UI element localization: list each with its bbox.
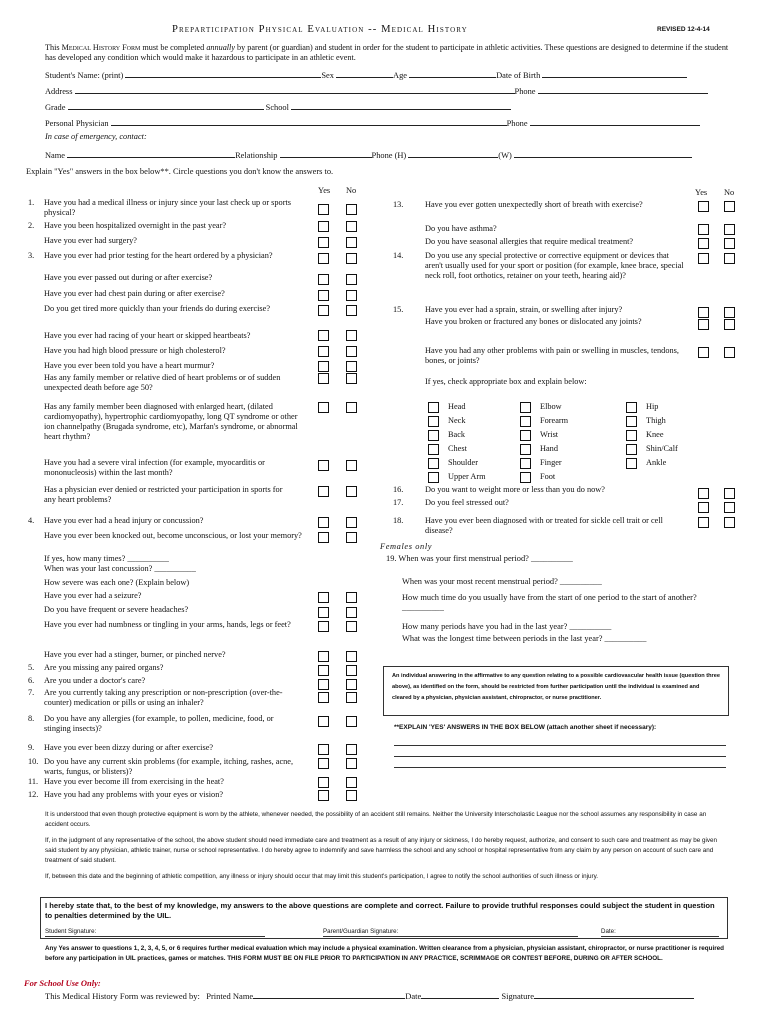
body-part-label: Neck xyxy=(448,416,466,425)
no-checkbox[interactable] xyxy=(724,502,735,513)
attest-date-line[interactable] xyxy=(601,936,719,937)
female-q-count: How many periods have you had in the last year? __________ xyxy=(402,622,612,631)
no-checkbox[interactable] xyxy=(346,204,357,215)
question-text: Do you use any special protective or corrective equipment or devices that aren't usually used for your sport or position (for example, knee brace, special neck roll, foot orthotics, retainer on your teeth, hearing aid)? xyxy=(425,251,684,281)
question-text: Have you had a severe viral infection (for example, myocarditis or mononucleosis) within the last month? xyxy=(44,458,265,478)
body-part-checkbox[interactable] xyxy=(626,458,637,469)
no-checkbox[interactable] xyxy=(346,758,357,769)
intro-annually: annually xyxy=(206,43,235,52)
body-part-label: Thigh xyxy=(646,416,666,425)
body-part-checkbox[interactable] xyxy=(626,416,637,427)
name-label: Name xyxy=(45,151,65,160)
question-number: 10. xyxy=(28,757,39,766)
question-text: Have you ever gotten unexpectedly short of breath with exercise? xyxy=(425,200,643,209)
question-number: 12. xyxy=(28,790,39,799)
review-signature-label: Signature xyxy=(501,991,534,1001)
body-part-checkbox[interactable] xyxy=(520,430,531,441)
no-checkbox[interactable] xyxy=(724,488,735,499)
yes-checkbox[interactable] xyxy=(318,532,329,543)
question-text: Are you under a doctor's care? xyxy=(44,676,146,685)
emergency-label: In case of emergency, contact: xyxy=(45,132,147,141)
review-date-field[interactable] xyxy=(421,990,499,999)
body-part-checkbox[interactable] xyxy=(626,444,637,455)
question-text: Have you ever been told you have a heart murmur? xyxy=(44,361,215,370)
no-checkbox[interactable] xyxy=(724,517,735,528)
question-text: Have you had any other problems with pain or swelling in muscles, tendons, bones, or joints? xyxy=(425,346,679,366)
body-part-label: Forearm xyxy=(540,416,569,425)
question-number: 1. xyxy=(28,198,35,207)
no-checkbox[interactable] xyxy=(346,290,357,301)
dob-field[interactable] xyxy=(542,69,687,78)
phone-h-field[interactable] xyxy=(408,149,498,158)
grade-label: Grade xyxy=(45,103,66,112)
yes-checkbox[interactable] xyxy=(318,253,329,264)
question-number: 4. xyxy=(28,516,35,525)
no-checkbox[interactable] xyxy=(346,253,357,264)
question-text: Have you had high blood pressure or high cholesterol? xyxy=(44,346,226,355)
question-text: Has a physician ever denied or restricted your participation in sports for any heart problems? xyxy=(44,485,283,505)
question-text: Are you missing any paired organs? xyxy=(44,663,164,672)
yes-checkbox[interactable] xyxy=(318,651,329,662)
question-text: If yes, check appropriate box and explain below: xyxy=(425,377,587,386)
clearance-requirement: Any Yes answer to questions 1, 2, 3, 4, 5, or 6 requires further medical evaluation which may include a physical examination. Written clearance from a physician, physician assistant, chiropractor, or nurse practitioner is required before any participation in UIL practices, games or matches. THIS FORM MUST BE ON FILE PRIOR TO PARTICIPATION IN ANY PRACTICE, SCRIMMAGE OR CONTEST BEFORE, DURING OR AFTER SCHOOL. xyxy=(45,945,725,963)
name-field[interactable] xyxy=(67,149,235,158)
question-number: 13. xyxy=(393,200,404,209)
body-part-label: Upper Arm xyxy=(448,472,486,481)
yes-checkbox[interactable] xyxy=(318,716,329,727)
intro-pre: This xyxy=(45,43,62,52)
question-text: Have you ever passed out during or after exercise? xyxy=(44,273,213,282)
no-checkbox[interactable] xyxy=(346,305,357,316)
question-text: Have you ever had a head injury or concussion? xyxy=(44,516,204,525)
review-signature-field[interactable] xyxy=(534,990,694,999)
body-part-label: Hand xyxy=(540,444,558,453)
question-number: 7. xyxy=(28,688,35,697)
age-label: Age xyxy=(393,71,407,80)
yes-checkbox[interactable] xyxy=(318,221,329,232)
yes-checkbox[interactable] xyxy=(318,305,329,316)
yes-checkbox[interactable] xyxy=(698,224,709,235)
notify-paragraph: If, between this date and the beginning of athletic competition, any illness or injury should occur that may limit this student's participation, I agree to notify the school authorities of such illness or injury. xyxy=(45,873,599,880)
yes-checkbox[interactable] xyxy=(318,237,329,248)
no-checkbox[interactable] xyxy=(346,402,357,413)
intro-post: by parent (or guardian) and student in order for the student to participate in athletic activities. These questions are designed to determine if the student has developed any condition which would make it hazardous to participate in an athletic event. xyxy=(45,43,729,62)
consent-paragraph: If, in the judgment of any representative of the school, the above student should need immediate care and treatment as a result of any injury or sickness, I do hereby request, authorize, and consent to such care and treatment as may be given said student by any physician, athletic trainer, nurse or school representative. I do hereby agree to indemnify and save harmless the school and any school or hospital representative from any claim by any person on account of such care and treatment of said student. xyxy=(45,837,718,864)
question-text: Have you ever had a sprain, strain, or swelling after injury? xyxy=(425,305,623,314)
revised-date: REVISED 12-4-14 xyxy=(657,26,710,33)
question-text: Have you ever been diagnosed with or treated for sickle cell trait or cell disease? xyxy=(425,516,663,536)
body-part-checkbox[interactable] xyxy=(520,472,531,483)
address-label: Address xyxy=(45,87,73,96)
no-checkbox[interactable] xyxy=(346,679,357,690)
question-number: 16. xyxy=(393,485,404,494)
yes-checkbox[interactable] xyxy=(318,777,329,788)
body-part-label: Back xyxy=(448,430,466,439)
phone-field[interactable] xyxy=(538,85,708,94)
body-part-label: Shin/Calf xyxy=(646,444,678,453)
fields-row-2 xyxy=(45,85,725,97)
student-signature-line[interactable] xyxy=(45,936,265,937)
body-part-checkbox[interactable] xyxy=(520,458,531,469)
phone2-field[interactable] xyxy=(530,117,700,126)
question-text: Have you ever been dizzy during or after exercise? xyxy=(44,743,214,752)
left-no-header: No xyxy=(346,186,357,195)
cardio-notice-box: An individual answering in the affirmative to any question relating to a possible cardiovascular health issue (question three above), as identified on the form, should be restricted from further participation until the individual is examined and cleared by a physician, physician assistant, chiropractor, or nurse practitioner. xyxy=(383,666,729,716)
question-text: Have you had any problems with your eyes or vision? xyxy=(44,790,224,799)
yes-checkbox[interactable] xyxy=(698,319,709,330)
physician-field[interactable] xyxy=(111,117,507,126)
question-text: When was your last concussion? __________ xyxy=(44,564,196,573)
body-part-checkbox[interactable] xyxy=(626,402,637,413)
school-field[interactable] xyxy=(291,101,511,110)
intro-text xyxy=(45,43,730,63)
no-checkbox[interactable] xyxy=(346,651,357,662)
question-number: 15. xyxy=(393,305,404,314)
no-checkbox[interactable] xyxy=(346,237,357,248)
question-number: 8. xyxy=(28,714,35,723)
no-checkbox[interactable] xyxy=(346,692,357,703)
question-text: Have you ever had surgery? xyxy=(44,236,137,245)
intro-form-name: Medical History Form xyxy=(61,43,141,52)
body-part-label: Chest xyxy=(448,444,467,453)
body-part-label: Foot xyxy=(540,472,556,481)
phone2-label: Phone xyxy=(506,119,528,128)
explain-line-1[interactable] xyxy=(394,745,726,746)
question-text: Do you have any allergies (for example, to pollen, medicine, food, or stinging insects)? xyxy=(44,714,274,734)
no-checkbox[interactable] xyxy=(346,790,357,801)
body-part-checkbox[interactable] xyxy=(428,472,439,483)
attest-date-label: Date: xyxy=(601,928,616,935)
question-text: Do you feel stressed out? xyxy=(425,498,509,507)
yes-checkbox[interactable] xyxy=(318,290,329,301)
body-part-checkbox[interactable] xyxy=(428,444,439,455)
yes-checkbox[interactable] xyxy=(318,330,329,341)
sex-field[interactable] xyxy=(336,69,393,78)
yes-checkbox[interactable] xyxy=(318,373,329,384)
yes-checkbox[interactable] xyxy=(698,502,709,513)
question-number: 18. xyxy=(393,516,404,525)
parent-signature-line[interactable] xyxy=(323,936,578,937)
question-text: Have you ever become ill from exercising in the heat? xyxy=(44,777,224,786)
yes-checkbox[interactable] xyxy=(698,517,709,528)
question-text: Have you ever had racing of your heart or skipped heartbeats? xyxy=(44,331,251,340)
body-part-checkbox[interactable] xyxy=(520,444,531,455)
yes-checkbox[interactable] xyxy=(318,460,329,471)
yes-checkbox[interactable] xyxy=(698,238,709,249)
student-signature-label: Student Signature: xyxy=(45,928,97,935)
yes-checkbox[interactable] xyxy=(318,346,329,357)
body-part-checkbox[interactable] xyxy=(428,402,439,413)
question-text: Have you broken or fractured any bones or dislocated any joints? xyxy=(425,317,642,326)
no-checkbox[interactable] xyxy=(346,361,357,372)
yes-checkbox[interactable] xyxy=(318,744,329,755)
no-checkbox[interactable] xyxy=(346,777,357,788)
no-checkbox[interactable] xyxy=(346,744,357,755)
body-part-checkbox[interactable] xyxy=(626,430,637,441)
parent-signature-label: Parent/Guardian Signature: xyxy=(323,928,399,935)
body-part-label: Wrist xyxy=(540,430,559,439)
attestation-box xyxy=(40,897,728,939)
physician-label: Personal Physician xyxy=(45,119,109,128)
sex-label: Sex xyxy=(321,71,334,80)
no-checkbox[interactable] xyxy=(346,460,357,471)
reviewed-row xyxy=(45,990,694,1001)
female-q-longest: What was the longest time between periods in the last year? __________ xyxy=(402,634,647,643)
yes-checkbox[interactable] xyxy=(318,204,329,215)
question-number: 11. xyxy=(28,777,39,786)
no-checkbox[interactable] xyxy=(724,224,735,235)
dob-label: Date of Birth xyxy=(496,71,541,80)
body-part-checkbox[interactable] xyxy=(428,430,439,441)
question-text: Have you ever had a seizure? xyxy=(44,591,142,600)
yes-checkbox[interactable] xyxy=(318,758,329,769)
reviewed-by-label: This Medical History Form was reviewed by: xyxy=(45,991,200,1001)
no-checkbox[interactable] xyxy=(346,373,357,384)
question-text: Do you have seasonal allergies that require medical treatment? xyxy=(425,237,634,246)
yes-checkbox[interactable] xyxy=(318,790,329,801)
body-part-label: Ankle xyxy=(646,458,667,467)
yes-checkbox[interactable] xyxy=(318,486,329,497)
question-number: 5. xyxy=(28,663,35,672)
yes-checkbox[interactable] xyxy=(698,347,709,358)
school-label: School xyxy=(265,103,289,112)
explain-line-3[interactable] xyxy=(394,767,726,768)
question-number: 17. xyxy=(393,498,404,507)
body-part-checkbox[interactable] xyxy=(520,416,531,427)
yes-checkbox[interactable] xyxy=(318,402,329,413)
fields-row-5 xyxy=(45,149,725,161)
question-number: 14. xyxy=(393,251,404,260)
yes-checkbox[interactable] xyxy=(318,361,329,372)
school-use-label: For School Use Only: xyxy=(24,978,101,988)
no-checkbox[interactable] xyxy=(346,592,357,603)
question-text: If yes, how many times? __________ xyxy=(44,554,169,563)
no-checkbox[interactable] xyxy=(346,346,357,357)
question-text: Do you have any current skin problems (for example, itching, rashes, acne, warts, fungus, or blisters)? xyxy=(44,757,294,777)
body-part-checkbox[interactable] xyxy=(428,416,439,427)
no-checkbox[interactable] xyxy=(724,347,735,358)
question-text: Has any family member or relative died of heart problems or of sudden unexpected death before age 50? xyxy=(44,373,281,393)
no-checkbox[interactable] xyxy=(346,517,357,528)
question-text: How severe was each one? (Explain below) xyxy=(44,578,190,587)
fields-row-4 xyxy=(45,117,725,129)
question-text: Have you had a medical illness or injury since your last check up or sports physical? xyxy=(44,198,291,218)
question-text: Do you have frequent or severe headaches? xyxy=(44,605,189,614)
body-part-checkbox[interactable] xyxy=(520,402,531,413)
question-text: Have you ever had prior testing for the heart ordered by a physician? xyxy=(44,251,273,260)
no-checkbox[interactable] xyxy=(346,665,357,676)
relationship-field[interactable] xyxy=(280,149,372,158)
yes-checkbox[interactable] xyxy=(318,679,329,690)
question-text: Have you ever had a stinger, burner, or pinched nerve? xyxy=(44,650,226,659)
review-date-label: Date xyxy=(405,991,422,1001)
question-text: Has any family member been diagnosed with enlarged heart, (dilated cardiomyopathy), hypertrophic cardiomyopathy, long QT syndrome or other ion channelpathy (Brugada syndrome, etc), Marfan's syndrome, or abnormal heart rhythm? xyxy=(44,402,298,442)
question-text: Have you ever had chest pain during or after exercise? xyxy=(44,289,225,298)
no-checkbox[interactable] xyxy=(724,201,735,212)
no-checkbox[interactable] xyxy=(346,486,357,497)
no-checkbox[interactable] xyxy=(346,330,357,341)
question-text: Have you ever been knocked out, become unconscious, or lost your memory? xyxy=(44,531,302,540)
yes-checkbox[interactable] xyxy=(318,517,329,528)
address-field[interactable] xyxy=(75,85,515,94)
no-checkbox[interactable] xyxy=(346,274,357,285)
yes-checkbox[interactable] xyxy=(318,692,329,703)
body-part-label: Finger xyxy=(540,458,562,467)
females-only-label: Females only xyxy=(380,542,433,551)
phone-w-field[interactable] xyxy=(514,149,692,158)
question-text: Do you get tired more quickly than your friends do during exercise? xyxy=(44,304,271,313)
right-yes-header: Yes xyxy=(695,188,708,197)
question-text: Are you currently taking any prescription or non-prescription (over-the-counter) medication or pills or using an inhaler? xyxy=(44,688,283,708)
no-checkbox[interactable] xyxy=(724,238,735,249)
liability-paragraph: It is understood that even though protective equipment is worn by the athlete, whenever needed, the possibility of an accident still remains. Neither the University Interscholastic League nor the school assumes any responsibility in case an accident occurs. xyxy=(45,811,707,828)
body-part-label: Shoulder xyxy=(448,458,478,467)
explain-yes-label: **EXPLAIN 'YES' ANSWERS IN THE BOX BELOW (attach another sheet if necessary): xyxy=(394,724,657,731)
printed-name-label: Printed Name xyxy=(206,991,254,1001)
female-q19: 19. When was your first menstrual period? __________ xyxy=(386,554,573,563)
explain-instructions: Explain "Yes" answers in the box below**. Circle questions you don't know the answers to. xyxy=(26,167,334,176)
left-yes-header: Yes xyxy=(318,186,331,195)
yes-checkbox[interactable] xyxy=(698,201,709,212)
yes-checkbox[interactable] xyxy=(318,621,329,632)
fields-row-3 xyxy=(45,101,725,113)
body-part-checkbox[interactable] xyxy=(428,458,439,469)
intro-mid: must be completed xyxy=(140,43,207,52)
question-number: 3. xyxy=(28,251,35,260)
age-field[interactable] xyxy=(409,69,496,78)
student-name-label: Student's Name: (print) xyxy=(45,71,124,80)
printed-name-field[interactable] xyxy=(253,990,405,999)
fields-row-1 xyxy=(45,69,725,81)
attestation-text: I hereby state that, to the best of my knowledge, my answers to the above questions are complete and correct. Failure to provide truthful responses could subject the student in question to penalties determined by the UIL. xyxy=(45,901,715,920)
female-q-recent: When was your most recent menstrual period? __________ xyxy=(402,577,602,586)
body-part-label: Head xyxy=(448,402,466,411)
grade-field[interactable] xyxy=(68,101,264,110)
no-checkbox[interactable] xyxy=(346,221,357,232)
yes-checkbox[interactable] xyxy=(698,253,709,264)
yes-checkbox[interactable] xyxy=(318,274,329,285)
right-no-header: No xyxy=(724,188,735,197)
question-number: 6. xyxy=(28,676,35,685)
body-part-label: Knee xyxy=(646,430,664,439)
no-checkbox[interactable] xyxy=(724,319,735,330)
female-q-time: How much time do you usually have from the start of one period to the start of another? __________ xyxy=(402,593,697,613)
question-text: Have you ever had numbness or tingling in your arms, hands, legs or feet? xyxy=(44,620,291,629)
phone-h-label: Phone (H) xyxy=(371,151,407,160)
form-title: Preparticipation Physical Evaluation -- Medical History xyxy=(172,24,468,35)
yes-checkbox[interactable] xyxy=(318,592,329,603)
question-number: 2. xyxy=(28,221,35,230)
question-text: Have you been hospitalized overnight in the past year? xyxy=(44,221,227,230)
yes-checkbox[interactable] xyxy=(318,607,329,618)
question-text: Do you have asthma? xyxy=(425,224,497,233)
body-part-label: Elbow xyxy=(540,402,562,411)
question-number: 9. xyxy=(28,743,35,752)
no-checkbox[interactable] xyxy=(724,253,735,264)
relationship-label: Relationship xyxy=(235,151,278,160)
phone-label: Phone xyxy=(514,87,536,96)
yes-checkbox[interactable] xyxy=(698,488,709,499)
yes-checkbox[interactable] xyxy=(318,665,329,676)
body-part-label: Hip xyxy=(646,402,659,411)
phone-w-label: (W) xyxy=(498,151,512,160)
yes-checkbox[interactable] xyxy=(698,307,709,318)
no-checkbox[interactable] xyxy=(346,716,357,727)
question-text: Do you want to weight more or less than you do now? xyxy=(425,485,605,494)
student-name-field[interactable] xyxy=(125,69,321,78)
no-checkbox[interactable] xyxy=(346,621,357,632)
no-checkbox[interactable] xyxy=(346,532,357,543)
explain-line-2[interactable] xyxy=(394,756,726,757)
no-checkbox[interactable] xyxy=(724,307,735,318)
no-checkbox[interactable] xyxy=(346,607,357,618)
